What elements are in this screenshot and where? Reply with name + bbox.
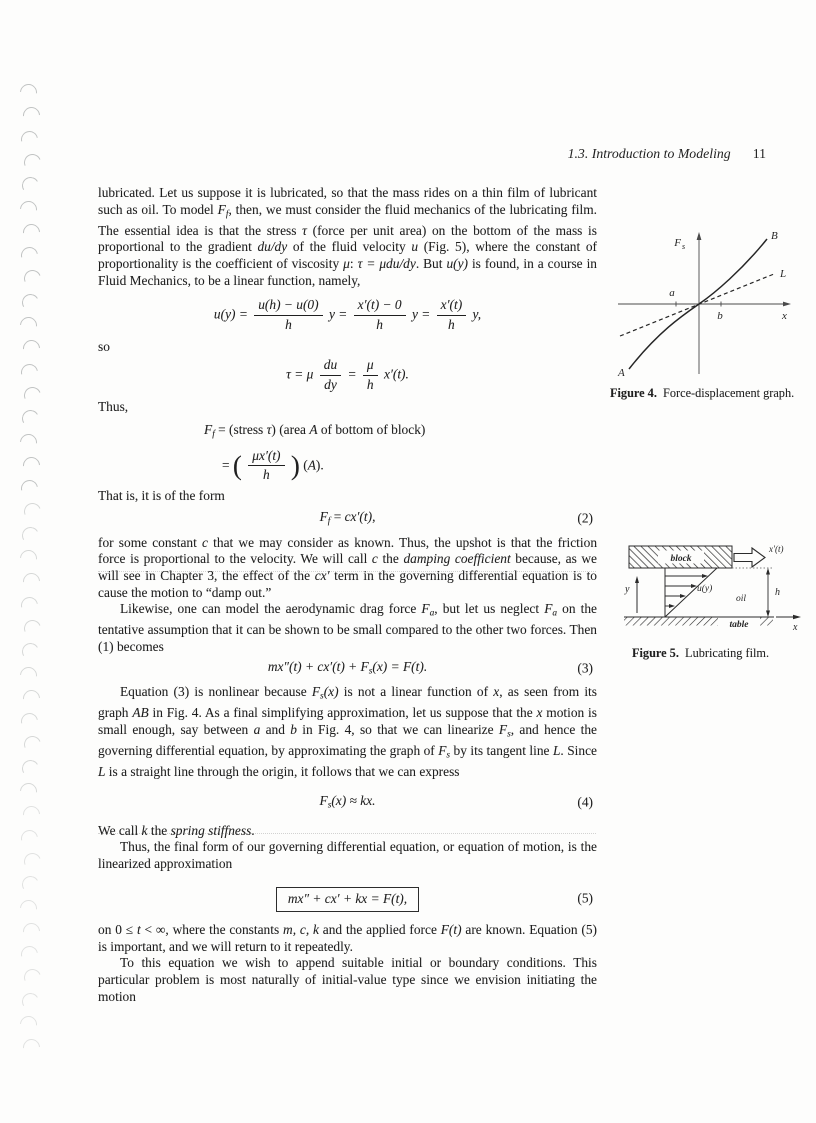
paragraph-nonlinear: Equation (3) is nonlinear because Fs(x) is not a linear function of x, as seen from its graph AB in Fig. 4. As a final simplifying approximation, let us suppose that the x motion is small enough, say between a and b in Fig. 4, so that we can linearize Fs, and hence the governing differential equation, by approximating the graph of Fs by its tangent line L. Since L is a straight line through the origin, it follows that we can express bbox=[98, 683, 597, 780]
h-arrow-up bbox=[766, 568, 770, 575]
binding-coil-mark bbox=[17, 1013, 41, 1037]
eq-body: Fs(x) ≈ kx. bbox=[319, 792, 376, 811]
binding-coil-mark bbox=[17, 314, 41, 338]
figure-4-caption-text: Force-displacement graph. bbox=[656, 386, 795, 400]
phrase-that-is: That is, it is of the form bbox=[98, 488, 225, 503]
y-axis-arrow bbox=[635, 576, 639, 583]
binding-coil-mark bbox=[21, 501, 43, 523]
binding-coil-mark bbox=[17, 81, 41, 105]
binding-coil-mark bbox=[20, 104, 44, 128]
binding-coil-mark bbox=[17, 663, 41, 687]
binding-coil-mark bbox=[20, 525, 41, 546]
word-thus: Thus, bbox=[98, 398, 129, 414]
x-label: x bbox=[793, 622, 798, 633]
paragraph-final-form: Thus, the final form of our governing differential equation, or equation of motion, is the linearized approximation bbox=[98, 839, 597, 872]
binding-coil-mark bbox=[20, 570, 44, 594]
figure-4-caption bbox=[610, 385, 800, 402]
y-label: y bbox=[625, 584, 630, 595]
Fs-subscript: s bbox=[682, 242, 686, 251]
figure-5-caption bbox=[632, 645, 816, 662]
x-label: x bbox=[782, 310, 787, 322]
eq-body: mx″ + cx′ + kx = F(t), bbox=[287, 890, 408, 906]
binding-coil-mark bbox=[18, 360, 41, 383]
binding-coil-mark bbox=[17, 896, 41, 920]
fraction: $\frac{du}{dy}$ bbox=[320, 358, 341, 392]
equation-number: (2) bbox=[577, 510, 593, 526]
eq-part: (A). bbox=[303, 456, 324, 472]
binding-coil-mark bbox=[20, 686, 44, 710]
paragraph-damping: for some constant c that we may consider as known. Thus, the upshot is that the friction force is proportional to the velocity. We will call c the damping coefficient because, as we will see in Chapter 3, the effect of the cx′ term in the governing differential equation is to cause the motion to “damp out.” bbox=[98, 534, 598, 600]
eq-part: y = bbox=[411, 306, 431, 322]
binding-coil-mark bbox=[20, 1036, 44, 1060]
equation-number: (5) bbox=[577, 891, 593, 907]
friction-force-line2 bbox=[222, 449, 597, 483]
b-label: b bbox=[717, 310, 723, 322]
block-label: block bbox=[670, 554, 692, 564]
figure-5-diagram bbox=[616, 543, 808, 637]
equation-5-boxed bbox=[98, 887, 597, 913]
binding-coil-mark bbox=[17, 430, 41, 454]
binding-coil-mark bbox=[20, 408, 41, 429]
oil-label: oil bbox=[736, 594, 747, 604]
a-label: a bbox=[669, 287, 675, 299]
binding-coil-mark bbox=[18, 710, 41, 733]
eq-part: y = bbox=[328, 306, 348, 322]
equation-number: (3) bbox=[577, 660, 593, 676]
binding-coil-mark bbox=[21, 850, 43, 872]
eq-part: = bbox=[222, 456, 230, 472]
eq-body: mx″(t) + cx′(t) + Fs(x) = F(t). bbox=[267, 658, 428, 677]
lubricating-film-diagram bbox=[616, 543, 808, 637]
equation-friction-force bbox=[204, 422, 597, 483]
eq-part: x′(t). bbox=[384, 366, 409, 382]
block-velocity-label: x′(t) bbox=[769, 544, 784, 554]
binding-coil-mark bbox=[21, 617, 43, 639]
table-label: table bbox=[729, 620, 749, 630]
B-label: B bbox=[771, 230, 778, 242]
spiral-binding-marks bbox=[0, 0, 60, 1123]
binding-coil-mark bbox=[20, 337, 44, 361]
equation-box bbox=[276, 887, 419, 913]
big-paren-left: ( bbox=[232, 449, 242, 480]
binding-coil-mark bbox=[18, 943, 41, 966]
binding-coil-mark bbox=[20, 919, 44, 943]
h-label: h bbox=[775, 587, 780, 598]
force-displacement-plot bbox=[606, 226, 798, 382]
running-head bbox=[300, 146, 766, 162]
binding-coil-mark bbox=[20, 220, 44, 244]
figure-5-caption-label: Figure 5. bbox=[632, 646, 679, 660]
binding-coil-mark bbox=[20, 175, 41, 196]
binding-coil-mark bbox=[20, 453, 44, 477]
binding-coil-mark bbox=[21, 384, 43, 406]
binding-coil-mark bbox=[21, 967, 43, 989]
L-label: L bbox=[780, 268, 787, 280]
binding-coil-mark bbox=[17, 780, 41, 804]
y-axis-arrow bbox=[697, 232, 702, 240]
x-axis-arrow bbox=[793, 615, 801, 619]
binding-coil-mark bbox=[17, 547, 41, 571]
friction-force-line1: Ff = (stress τ) (area A of bottom of block) bbox=[204, 422, 426, 440]
x-axis-arrow bbox=[783, 302, 791, 307]
paragraph-spring-stiffness: We call k the spring stiffness. bbox=[98, 822, 255, 838]
big-paren-right: ) bbox=[290, 449, 300, 480]
figure-5-caption-text: Lubricating film. bbox=[678, 646, 770, 660]
binding-coil-mark bbox=[20, 803, 44, 827]
block-velocity-arrow bbox=[734, 548, 765, 567]
paragraph-likewise: Likewise, one can model the aerodynamic drag force Fa, but let us neglect Fa on the tentative assumption that it can be shown to be small compared to the other two forces. Then (1) becomes bbox=[98, 601, 598, 654]
equation-tau bbox=[98, 358, 597, 392]
binding-coil-mark bbox=[18, 593, 41, 616]
page-number: 11 bbox=[752, 146, 766, 161]
figure-4-graph bbox=[606, 226, 798, 382]
eq-part: τ = μ bbox=[286, 366, 314, 382]
fraction: $\frac{x'(t) - 0}{h}$ bbox=[354, 298, 406, 332]
binding-coil-mark bbox=[20, 292, 41, 313]
binding-coil-mark bbox=[20, 758, 41, 779]
eq-part: u(y) = bbox=[213, 306, 248, 322]
binding-coil-mark bbox=[20, 991, 41, 1012]
equation-4 bbox=[98, 793, 597, 814]
eq-part: y, bbox=[472, 306, 482, 322]
u-of-y-label: u(y) bbox=[697, 584, 713, 594]
fraction: $\frac{\mu}{h}$ bbox=[363, 358, 378, 392]
h-arrow-down bbox=[766, 611, 770, 618]
binding-coil-mark bbox=[18, 826, 41, 849]
binding-coil-mark bbox=[20, 641, 41, 662]
section-title: 1.3. Introduction to Modeling bbox=[567, 146, 731, 161]
binding-coil-mark bbox=[21, 734, 43, 756]
paragraph-append-conditions: To this equation we wish to append suitable initial or boundary conditions. This particular problem is most naturally of initial-value type since we envision initiating the motion bbox=[98, 955, 597, 1004]
binding-coil-mark bbox=[21, 151, 43, 173]
eq-body: Ff = cx′(t), bbox=[319, 508, 376, 527]
binding-coil-mark bbox=[18, 127, 41, 150]
binding-coil-mark bbox=[20, 874, 41, 895]
fraction: $\frac{u(h) - u(0)}{h}$ bbox=[254, 298, 322, 332]
equation-number: (4) bbox=[577, 794, 593, 810]
equation-u-of-y bbox=[98, 298, 597, 332]
paragraph-on-domain: on 0 ≤ t < ∞, where the constants m, c, k and the applied force F(t) are known. Equation (5) is important, and we will return to it repeatedly. bbox=[98, 922, 597, 954]
binding-coil-mark bbox=[17, 197, 41, 221]
body-text-column bbox=[98, 185, 597, 1005]
eq-part: = bbox=[347, 366, 357, 382]
binding-coil-mark bbox=[21, 268, 43, 290]
binding-coil-mark bbox=[18, 477, 41, 500]
A-label: A bbox=[618, 367, 625, 379]
equation-3 bbox=[98, 659, 597, 680]
equation-2 bbox=[98, 509, 597, 530]
fraction: $\frac{\mu x'(t)}{h}$ bbox=[248, 449, 284, 483]
binding-coil-mark bbox=[18, 244, 41, 267]
fraction: $\frac{x'(t)}{h}$ bbox=[437, 298, 467, 332]
word-so: so bbox=[98, 338, 110, 354]
paragraph-lubricated: lubricated. Let us suppose it is lubricated, so that the mass rides on a thin film of lubricant such as oil. To model Ff, then, we must consider the fluid mechanics of the lubricating film. The essential idea is that the stress τ (force per unit area) on the bottom of the mass is proportional to the gradient du/dy of the fluid velocity u (Fig. 5), where the constant of proportionality is the coefficient of viscosity μ: τ = μdu/dy. But u(y) is found, in a course in Fluid Mechanics, to be a linear function, namely, bbox=[98, 185, 598, 288]
Fs-label: F bbox=[674, 237, 681, 249]
figure-4-caption-label: Figure 4. bbox=[610, 386, 657, 400]
